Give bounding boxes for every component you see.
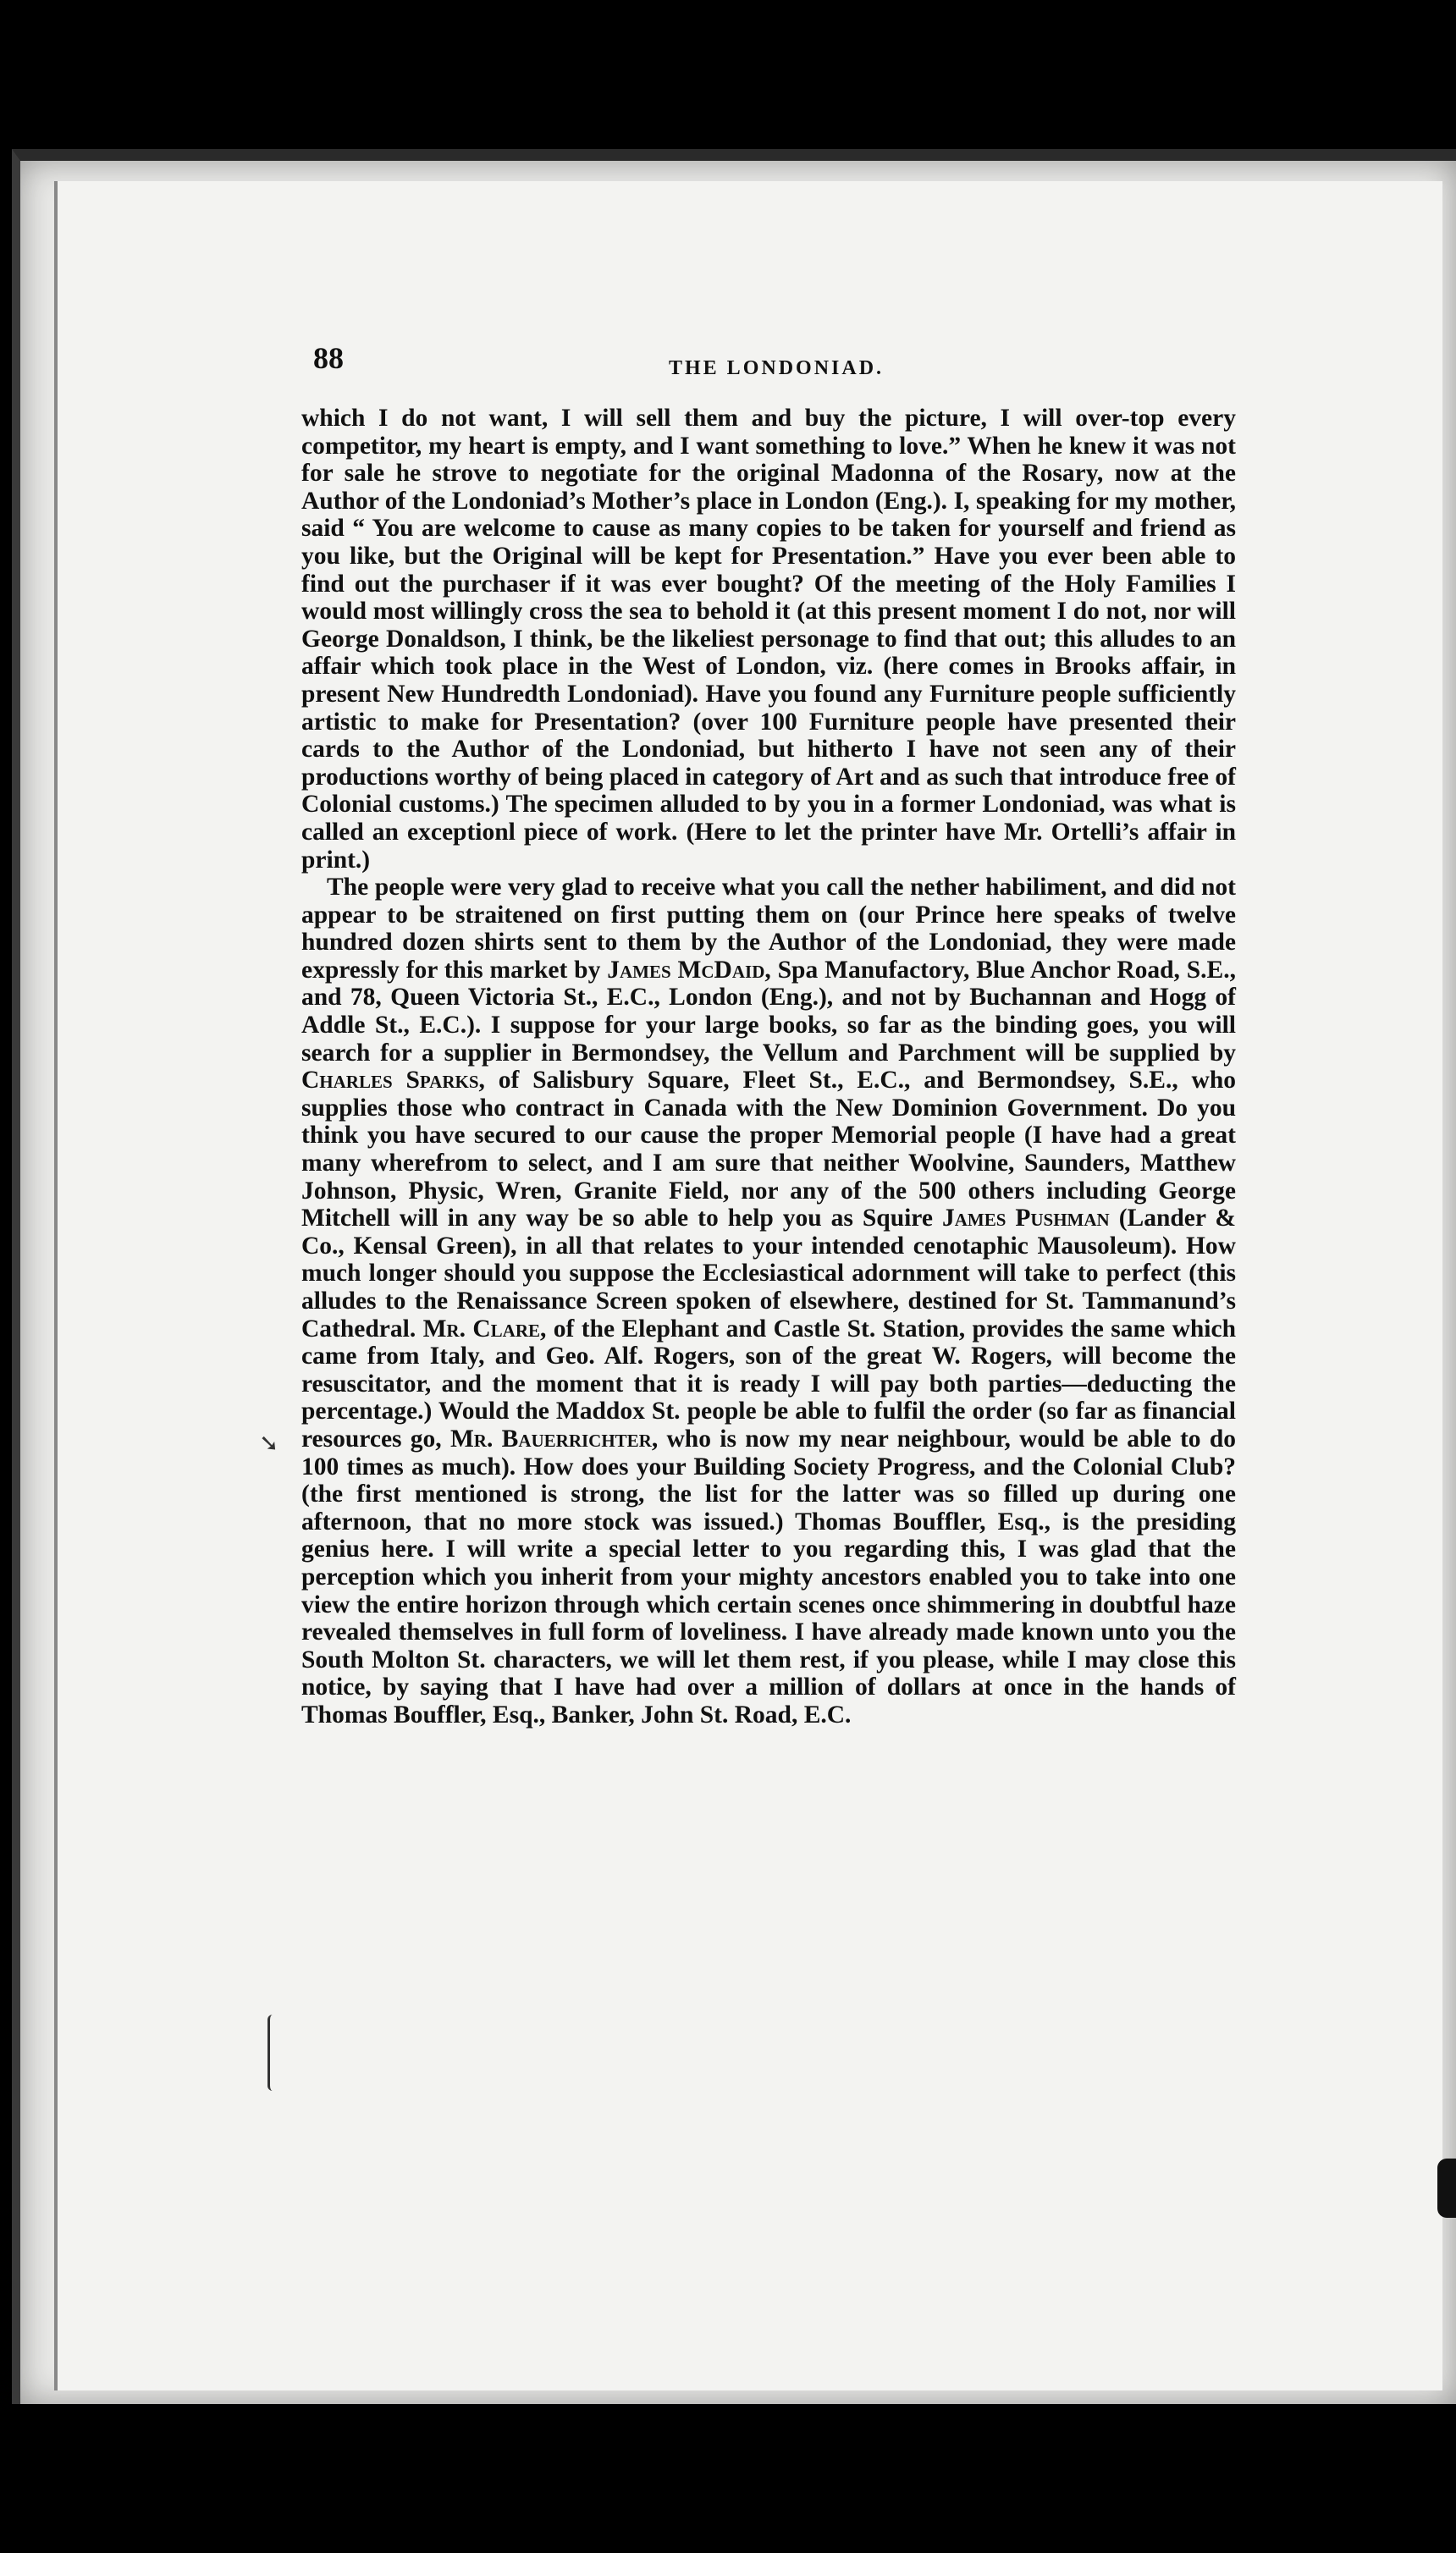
person-name: Charles Sparks (301, 1067, 479, 1095)
paragraph-text: (Lander & Co., Kensal Green), in all that relates to your intended cenotaphic Mausoleum). How much longer should you suppose the Ecclesiastical adornment will take to perfect (this alludes to the Renaissance Screen spoken of elsewhere, destined for St. Tammanund’s Cathedral. (301, 1205, 1236, 1343)
page-number: 88 (313, 341, 344, 375)
person-name: Mr. Bauerrichter (449, 1425, 652, 1453)
person-name: Mr. Clare (422, 1315, 541, 1343)
margin-arrow-mark: ➘ (259, 1429, 279, 1457)
paragraph-text: , who is now my near neighbour, would be able to do 100 times as much). How does your Building Society Progress, and the Colonial Club? (the first mentioned is strong, the list for the latter was so filled up during one afternoon, that no more stock was issued.) Thomas Bouffler, Esq., is the presiding genius here. I will write a special letter to you regarding this, I was glad that the perception which you inherit from your mighty ancestors enabled you to take into one view the entire horizon through which certain scenes once shimmering in doubtful haze revealed themselves in full form of loveliness. I have already made known unto you the South Molton St. characters, we will let them rest, if you please, while I may close this notice, by saying that I have had over a million of dollars at once in the hands of Thomas Bouffler, Esq., Banker, John St. Road, E.C. (301, 1425, 1236, 1729)
paragraph (301, 874, 1236, 1729)
person-name: James Pushman (941, 1205, 1110, 1232)
page-header (313, 340, 1236, 391)
person-name: James McDaid (607, 956, 765, 984)
paragraph (301, 405, 1236, 874)
running-head: THE LONDONIAD. (669, 357, 885, 379)
margin-bracket-mark (267, 2015, 279, 2091)
paragraph-text: , of the Elephant and Castle St. Station, provides the same which came from Italy, and Geo. Alf. Rogers, son of the great W. Rogers, will become the resuscitator, and the moment that it is ready I will pay both parties—deducting the percentage.) Would the Maddox St. people be able to fulfil the order (so far as financial resources go, (301, 1315, 1236, 1453)
paragraph-text: , Spa Manufactory, Blue Anchor Road, S.E., and 78, Queen Victoria St., E.C., London (Eng.), and not by Buchannan and Hogg of Addle St., E.C.). I suppose for your large books, so far as the binding goes, you will search for a supplier in Bermondsey, the Vellum and Parchment will be supplied by (301, 956, 1236, 1067)
paragraph-text: , of Salisbury Square, Fleet St., E.C., and Bermondsey, S.E., who supplies those who contract in Canada with the New Dominion Government. Do you think you have secured to our cause the proper Memorial people (I have had a great many wherefrom to select, and I am sure that neither Woolvine, Saunders, Matthew Johnson, Physic, Wren, Granite Field, nor any of the 500 others including George Mitchell will in any way be so able to help you as Squire (301, 1067, 1237, 1232)
body-text (301, 405, 1236, 1729)
paragraph-text: The people were very glad to receive what you call the nether habiliment, and did not appear to be straitened on first putting them on (our Prince here speaks of twelve hundred dozen shirts sent to them by the Author of the Londoniad, they were made expressly for this market by (301, 874, 1236, 984)
paragraph-text: which I do not want, I will sell them and buy the picture, I will over-top every competitor, my heart is empty, and I want something to love.” When he knew it was not for sale he strove to negotiate for the original Madonna of the Rosary, now at the Author of the Londoniad’s Mother’s place in London (Eng.). I, speaking for my mother, said “ You are welcome to cause as many copies to be taken for yourself and friend as you like, but the Original will be kept for Presentation.” Have you ever been able to find out the purchaser if it was ever bought? Of the meeting of the Holy Families I would most willingly cross the sea to behold it (at this present moment I do not, nor will George Donaldson, I think, be the likeliest personage to find that out; this alludes to an affair which took place in the West of London, viz. (here comes in Brooks affair, in present New Hundredth Londoniad). Have you found any Furniture people sufficiently artistic to make for Presentation? (over 100 Furniture people have presented their cards to the Author of the Londoniad, but hitherto I have not seen any of their productions worthy of being placed in category of Art and as such that introduce free of Colonial customs.) The specimen alluded to by you in a former Londoniad, was what is called an exceptionl piece of work. (Here to let the printer have Mr. Ortelli’s affair in print.) (301, 405, 1236, 874)
binding-mark (1437, 2159, 1456, 2218)
